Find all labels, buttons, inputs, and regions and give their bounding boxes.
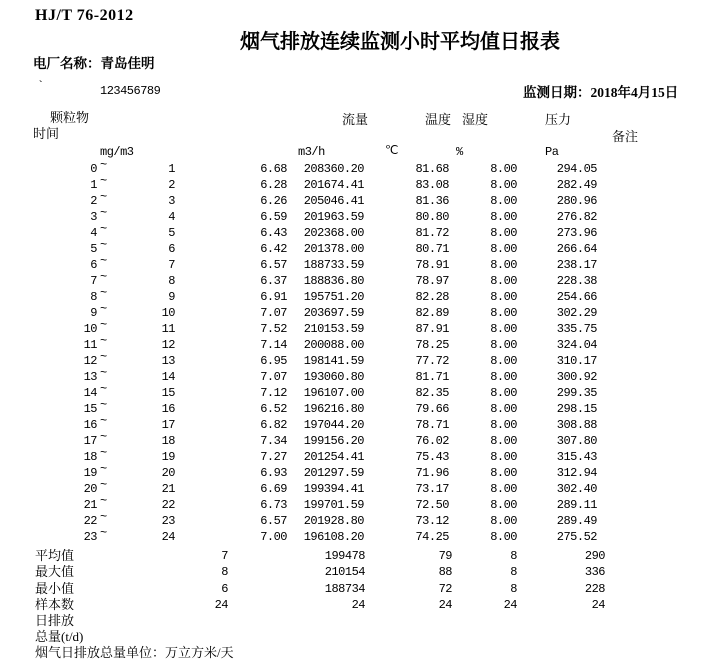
tilde-separator: ~: [100, 462, 107, 476]
cell-flow: 205046.41: [303, 194, 364, 208]
cell-hour-end: 3: [168, 194, 175, 208]
tilde-separator: ~: [100, 222, 107, 236]
cell-particulate: 7.27: [260, 450, 287, 464]
cell-temperature: 81.71: [415, 370, 449, 384]
cell-particulate: 6.26: [260, 194, 287, 208]
cell-pressure: 302.40: [556, 482, 597, 496]
cell-temperature: 78.97: [415, 274, 449, 288]
tilde-separator: ~: [100, 334, 107, 348]
cell-temperature: 81.72: [415, 226, 449, 240]
cell-flow: 196108.20: [303, 530, 364, 544]
cell-flow: 201254.41: [303, 450, 364, 464]
cell-pressure: 289.49: [556, 514, 597, 528]
cell-pressure: 308.88: [556, 418, 597, 432]
cell-hour-start: 19: [83, 466, 97, 480]
col-header-time: 时间: [33, 126, 60, 141]
cell-humidity: 8.00: [490, 258, 517, 272]
cell-humidity: 8.00: [490, 338, 517, 352]
cell-hour-start: 4: [90, 226, 97, 240]
cell-flow: 210153.59: [303, 322, 364, 336]
cell-particulate: 6.28: [260, 178, 287, 192]
unit-flow: m3/h: [298, 145, 325, 159]
tilde-separator: ~: [100, 366, 107, 380]
cell-humidity: 8.00: [490, 370, 517, 384]
cell-flow: 195751.20: [303, 290, 364, 304]
cell-pressure: 282.49: [556, 178, 597, 192]
cell-flow: 188733.59: [303, 258, 364, 272]
cell-humidity: 8.00: [490, 530, 517, 544]
cell-humidity: 8.00: [490, 402, 517, 416]
serial-number: 123456789: [100, 84, 161, 98]
cell-hour-start: 8: [90, 290, 97, 304]
cell-particulate: 6.57: [260, 514, 287, 528]
cell-particulate: 7: [221, 549, 228, 563]
tilde-separator: ~: [100, 158, 107, 172]
cell-temperature: 77.72: [415, 354, 449, 368]
cell-hour-end: 17: [161, 418, 175, 432]
cell-particulate: 6.59: [260, 210, 287, 224]
cell-particulate: 7.07: [260, 370, 287, 384]
cell-temperature: 82.89: [415, 306, 449, 320]
cell-humidity: 8.00: [490, 274, 517, 288]
cell-particulate: 7.00: [260, 530, 287, 544]
cell-pressure: 298.15: [556, 402, 597, 416]
cell-hour-start: 6: [90, 258, 97, 272]
tilde-separator: ~: [100, 494, 107, 508]
col-header-pollutant: 颗粒物: [50, 110, 90, 125]
cell-flow: 193060.80: [303, 370, 364, 384]
cell-humidity: 8.00: [490, 226, 517, 240]
cell-humidity: 24: [503, 598, 517, 612]
cell-hour-end: 7: [168, 258, 175, 272]
cell-humidity: 8.00: [490, 162, 517, 176]
tilde-separator: ~: [100, 478, 107, 492]
cell-humidity: 8.00: [490, 210, 517, 224]
cell-temperature: 87.91: [415, 322, 449, 336]
cell-particulate: 7.14: [260, 338, 287, 352]
col-header-humidity: 湿度: [462, 112, 489, 127]
cell-hour-start: 18: [83, 450, 97, 464]
unit-humidity: %: [456, 145, 463, 159]
tilde-separator: ~: [100, 430, 107, 444]
cell-temperature: 82.35: [415, 386, 449, 400]
cell-particulate: 24: [214, 598, 228, 612]
col-header-flow: 流量: [342, 112, 369, 127]
cell-temperature: 80.80: [415, 210, 449, 224]
cell-hour-start: 17: [83, 434, 97, 448]
tilde-separator: ~: [100, 526, 107, 540]
cell-humidity: 8.00: [490, 290, 517, 304]
cell-hour-start: 13: [83, 370, 97, 384]
cell-flow: 201674.41: [303, 178, 364, 192]
tilde-separator: ~: [100, 190, 107, 204]
cell-hour-start: 2: [90, 194, 97, 208]
cell-flow: 199394.41: [303, 482, 364, 496]
cell-temperature: 78.91: [415, 258, 449, 272]
cell-hour-start: 0: [90, 162, 97, 176]
cell-temperature: 24: [438, 598, 452, 612]
cell-hour-end: 2: [168, 178, 175, 192]
cell-pressure: 310.17: [556, 354, 597, 368]
cell-flow: 197044.20: [303, 418, 364, 432]
cell-pressure: 276.82: [556, 210, 597, 224]
cell-temperature: 72: [438, 582, 452, 596]
cell-particulate: 7.12: [260, 386, 287, 400]
plant-name-line: 电厂名称：青岛佳明: [33, 56, 155, 71]
cell-hour-end: 10: [161, 306, 175, 320]
cell-hour-end: 24: [161, 530, 175, 544]
cell-temperature: 71.96: [415, 466, 449, 480]
cell-hour-start: 21: [83, 498, 97, 512]
cell-particulate: 7.07: [260, 306, 287, 320]
cell-pressure: 290: [584, 549, 605, 563]
cell-hour-end: 22: [161, 498, 175, 512]
cell-temperature: 78.25: [415, 338, 449, 352]
cell-temperature: 82.28: [415, 290, 449, 304]
cell-hour-end: 9: [168, 290, 175, 304]
cell-hour-end: 4: [168, 210, 175, 224]
cell-hour-start: 11: [83, 338, 97, 352]
cell-hour-start: 22: [83, 514, 97, 528]
cell-temperature: 74.25: [415, 530, 449, 544]
cell-particulate: 6.37: [260, 274, 287, 288]
cell-flow: 203697.59: [303, 306, 364, 320]
cell-humidity: 8.00: [490, 322, 517, 336]
cell-flow: 188734: [324, 582, 365, 596]
cell-pressure: 266.64: [556, 242, 597, 256]
cell-hour-end: 11: [161, 322, 175, 336]
unit-temperature: ℃: [385, 144, 398, 158]
cell-particulate: 6.69: [260, 482, 287, 496]
cell-flow: 196216.80: [303, 402, 364, 416]
cell-hour-end: 15: [161, 386, 175, 400]
cell-particulate: 6.42: [260, 242, 287, 256]
cell-hour-end: 23: [161, 514, 175, 528]
cell-flow: 199156.20: [303, 434, 364, 448]
cell-hour-start: 12: [83, 354, 97, 368]
cell-particulate: 6.95: [260, 354, 287, 368]
cell-humidity: 8.00: [490, 354, 517, 368]
footer-flue-gas-unit-note: 烟气日排放总量单位：万立方米/天: [35, 645, 234, 660]
cell-temperature: 76.02: [415, 434, 449, 448]
cell-flow: 200088.00: [303, 338, 364, 352]
cell-humidity: 8: [510, 549, 517, 563]
cell-flow: 201297.59: [303, 466, 364, 480]
cell-humidity: 8.00: [490, 434, 517, 448]
unit-pressure: Pa: [545, 145, 559, 159]
cell-particulate: 6.82: [260, 418, 287, 432]
cell-particulate: 7.52: [260, 322, 287, 336]
cell-temperature: 81.68: [415, 162, 449, 176]
cell-temperature: 79: [438, 549, 452, 563]
cell-temperature: 80.71: [415, 242, 449, 256]
cell-hour-start: 3: [90, 210, 97, 224]
tilde-separator: ~: [100, 286, 107, 300]
cell-pressure: 228: [584, 582, 605, 596]
cell-flow: 198141.59: [303, 354, 364, 368]
cell-hour-end: 13: [161, 354, 175, 368]
tilde-separator: ~: [100, 238, 107, 252]
unit-pollutant: mg/m3: [100, 145, 134, 159]
cell-hour-end: 6: [168, 242, 175, 256]
cell-hour-end: 1: [168, 162, 175, 176]
cell-humidity: 8: [510, 582, 517, 596]
col-header-temperature: 温度: [425, 112, 452, 127]
cell-humidity: 8.00: [490, 482, 517, 496]
cell-particulate: 6.93: [260, 466, 287, 480]
cell-pressure: 315.43: [556, 450, 597, 464]
cell-flow: 210154: [324, 565, 365, 579]
tilde-separator: ~: [100, 350, 107, 364]
cell-particulate: 6.73: [260, 498, 287, 512]
cell-pressure: 24: [591, 598, 605, 612]
cell-temperature: 72.50: [415, 498, 449, 512]
summary-label: 样本数: [35, 597, 75, 612]
tilde-separator: ~: [100, 254, 107, 268]
cell-flow: 201378.00: [303, 242, 364, 256]
cell-hour-start: 1: [90, 178, 97, 192]
cell-humidity: 8.00: [490, 194, 517, 208]
tilde-separator: ~: [100, 318, 107, 332]
footer-total-unit: 总量(t/d): [35, 629, 84, 644]
cell-flow: 202368.00: [303, 226, 364, 240]
tilde-separator: ~: [100, 302, 107, 316]
cell-hour-end: 20: [161, 466, 175, 480]
cell-particulate: 8: [221, 565, 228, 579]
cell-flow: 199478: [324, 549, 365, 563]
cell-temperature: 81.36: [415, 194, 449, 208]
cell-temperature: 73.17: [415, 482, 449, 496]
cell-particulate: 6: [221, 582, 228, 596]
cell-flow: 188836.80: [303, 274, 364, 288]
tilde-separator: ~: [100, 446, 107, 460]
cell-humidity: 8.00: [490, 242, 517, 256]
cell-pressure: 294.05: [556, 162, 597, 176]
cell-temperature: 75.43: [415, 450, 449, 464]
cell-particulate: 7.34: [260, 434, 287, 448]
tilde-separator: ~: [100, 206, 107, 220]
cell-hour-start: 20: [83, 482, 97, 496]
cell-particulate: 6.43: [260, 226, 287, 240]
cell-pressure: 254.66: [556, 290, 597, 304]
summary-label: 平均值: [35, 548, 75, 563]
summary-label: 最大值: [35, 564, 75, 579]
cell-flow: 24: [351, 598, 365, 612]
footer-daily-emission: 日排放: [35, 613, 75, 628]
tilde-separator: ~: [100, 398, 107, 412]
cell-pressure: 238.17: [556, 258, 597, 272]
cell-hour-end: 12: [161, 338, 175, 352]
cell-pressure: 336: [584, 565, 605, 579]
cell-hour-start: 7: [90, 274, 97, 288]
cell-humidity: 8.00: [490, 178, 517, 192]
cell-hour-end: 21: [161, 482, 175, 496]
cell-hour-start: 10: [83, 322, 97, 336]
tilde-separator: ~: [100, 270, 107, 284]
cell-temperature: 73.12: [415, 514, 449, 528]
cell-humidity: 8.00: [490, 498, 517, 512]
stray-mark: `: [37, 79, 44, 93]
cell-humidity: 8.00: [490, 386, 517, 400]
cell-flow: 208360.20: [303, 162, 364, 176]
cell-flow: 201928.80: [303, 514, 364, 528]
summary-label: 最小值: [35, 581, 75, 596]
cell-hour-start: 23: [83, 530, 97, 544]
col-header-pressure: 压力: [545, 112, 572, 127]
monitor-date-line: 监测日期：2018年4月15日: [523, 85, 679, 100]
cell-hour-start: 9: [90, 306, 97, 320]
tilde-separator: ~: [100, 414, 107, 428]
cell-hour-end: 8: [168, 274, 175, 288]
tilde-separator: ~: [100, 174, 107, 188]
tilde-separator: ~: [100, 510, 107, 524]
cell-flow: 199701.59: [303, 498, 364, 512]
cell-humidity: 8.00: [490, 514, 517, 528]
cell-particulate: 6.91: [260, 290, 287, 304]
cell-hour-start: 16: [83, 418, 97, 432]
cell-humidity: 8.00: [490, 450, 517, 464]
cell-hour-end: 18: [161, 434, 175, 448]
cell-hour-end: 5: [168, 226, 175, 240]
cell-hour-end: 19: [161, 450, 175, 464]
cell-particulate: 6.52: [260, 402, 287, 416]
cell-humidity: 8.00: [490, 418, 517, 432]
cell-pressure: 228.38: [556, 274, 597, 288]
cell-pressure: 280.96: [556, 194, 597, 208]
cell-pressure: 312.94: [556, 466, 597, 480]
cell-particulate: 6.68: [260, 162, 287, 176]
standard-code: HJ/T 76-2012: [35, 7, 134, 24]
cell-hour-end: 16: [161, 402, 175, 416]
tilde-separator: ~: [100, 382, 107, 396]
cell-temperature: 83.08: [415, 178, 449, 192]
cell-humidity: 8.00: [490, 306, 517, 320]
cell-pressure: 275.52: [556, 530, 597, 544]
cell-temperature: 79.66: [415, 402, 449, 416]
cell-pressure: 289.11: [556, 498, 597, 512]
cell-humidity: 8.00: [490, 466, 517, 480]
cell-pressure: 300.92: [556, 370, 597, 384]
cell-hour-start: 5: [90, 242, 97, 256]
cell-hour-start: 15: [83, 402, 97, 416]
cell-pressure: 302.29: [556, 306, 597, 320]
cell-pressure: 335.75: [556, 322, 597, 336]
cell-pressure: 324.04: [556, 338, 597, 352]
cell-humidity: 8: [510, 565, 517, 579]
col-header-remark: 备注: [612, 129, 639, 144]
cell-pressure: 307.80: [556, 434, 597, 448]
cell-temperature: 88: [438, 565, 452, 579]
cell-particulate: 6.57: [260, 258, 287, 272]
cell-hour-end: 14: [161, 370, 175, 384]
report-title: 烟气排放连续监测小时平均值日报表: [240, 31, 560, 53]
cell-pressure: 299.35: [556, 386, 597, 400]
cell-hour-start: 14: [83, 386, 97, 400]
cell-flow: 196107.00: [303, 386, 364, 400]
cell-pressure: 273.96: [556, 226, 597, 240]
cell-temperature: 78.71: [415, 418, 449, 432]
cell-flow: 201963.59: [303, 210, 364, 224]
